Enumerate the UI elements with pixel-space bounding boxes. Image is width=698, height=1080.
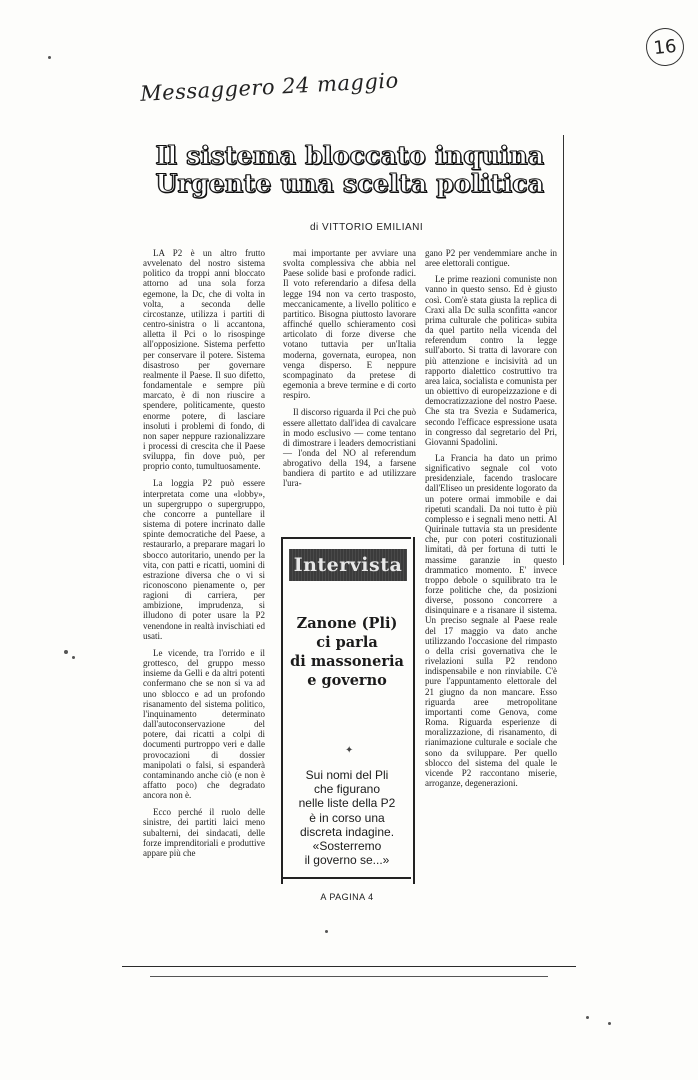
paragraph: mai importante per avviare una svolta complessiva che abbia nel Paese solide basi e profonde radici. Il voto referendario a difesa della legge 194 non va certo trasposto, meccanicamente, a livello politico e partitico. Bisogna piuttosto lavorare affinché quello schieramento così articolato di forze diverse che votano tuttavia per un'Italia moderna, governata, europea, non venga disperso. E neppure scompaginato da pretese di egemonia a breve termine e di corto respiro.: [283, 248, 416, 401]
handwritten-source-note: Messaggero 24 maggio: [139, 68, 400, 106]
headline-line-2: Urgente una scelta politica: [155, 169, 545, 198]
article-column-2: [283, 248, 416, 496]
paragraph: Il discorso riguarda il Pci che può essere allettato dall'idea di cavalcare in modo esclusivo — come tentano di dimostrare i leaders democristiani — l'onda del NO al referendum abrogativo della 194, a farsene bandiera di partito e ad utilizzare l'ura-: [283, 407, 416, 489]
scan-speck: [48, 56, 51, 59]
sidebar-text-line: è in corso una: [309, 810, 385, 825]
paragraph: Le prime reazioni comuniste non vanno in questo senso. Ed è giusto così. Com'è stata giusta la replica di Craxi alla Dc sulla sconfitta «ancor prima culturale che politica» subita da quel partito nella vicenda del referendum contro la legge sull'aborto. Si tratta di lavorare con più attenzione e incisività ad un rapporto dialettico costruttivo tra area laica, socialista e comunista per un obiettivo di europeizzazione e di democratizzazione del nostro Paese. Che sta tra Svezia e Sudamerica, secondo l'efficace espressione usata in congresso dal segretario del Pri, Giovanni Spadolini.: [425, 274, 557, 447]
sidebar-title-line: Zanone (Pli): [296, 615, 398, 632]
sidebar-text-line: «Sosterremo: [312, 839, 382, 854]
sidebar-summary: [285, 768, 409, 867]
paragraph: Le vicende, tra l'orrido e il grottesco, del gruppo messo insieme da Gelli e da altri potenti confermano che se non si va ad uno sblocco e ad un profondo risanamento del sistema politico, l'inquinamento determinato dall'autoconservazione del potere, dai ricatti a colpi di documenti purtroppo veri e dalle provocazioni di dossier manipolati o falsi, si espanderà contaminando anche ciò (e non è affatto poco) che degradato ancora non è.: [143, 647, 265, 801]
sidebar-title-line: di massoneria: [290, 653, 404, 670]
column-rule: [563, 135, 564, 565]
clipping-bottom-rule: [122, 966, 576, 967]
box-bottom-rule: [281, 877, 411, 879]
sidebar-title: [285, 614, 409, 690]
page-number: 16: [652, 35, 678, 59]
scan-speck: [586, 1016, 589, 1019]
paragraph: gano P2 per vendemmiare anche in aree elettorali contigue.: [425, 248, 557, 269]
interview-sidebar-box: [281, 537, 415, 902]
sidebar-text-line: discreta indagine.: [299, 824, 395, 839]
sidebar-title-line: ci parla: [316, 634, 378, 651]
paragraph: LA P2 è un altro frutto avvelenato del nostro sistema politico da troppi anni bloccato attorno ad una sola forza egemone, la Dc, che di volta in volta, a seconda delle circostanze, utilizza i partiti di centro-sinistra o li accantona, alletta il Pci o lo risospinge all'opposizione. Sistema perfetto per conservare il potere. Sistema disastroso per governare realmente il Paese. Il suo difetto, fondamentale e sempre più marcato, è di non riuscire a spendere, politicamente, questo enorme potere, di lasciare insoluti i problemi di fondo, di non saper neppure razionalizzare i processi di crescita che il Paese sviluppa, fin dove può, per proprio conto, tumultuosamente.: [143, 248, 265, 472]
scan-speck: [72, 656, 75, 659]
page-number-circle: [644, 26, 686, 68]
paragraph: Ecco perché il ruolo delle sinistre, dei partiti laici meno subalterni, dei sindacati, delle forze imprenditoriali e produttive appare più che: [143, 807, 265, 858]
sidebar-text-line: Sui nomi del Pli: [305, 768, 389, 782]
decorative-mark: ✦: [345, 745, 354, 756]
paragraph: La loggia P2 può essere interpretata come una «lobby», un supergruppo o supergruppo, che concorre a puntellare il sistema di potere incrinato dalle spinte democratiche del Paese, a restaurarlo, a preparare magari lo sbocco autoritario, unendo per la vita, con patti e ricatti, uomini di estrazione diversa che o vi si riconoscono pienamente o, per ragioni di carriera, per ambizione, imprudenza, si illudono di poter usare la P2 venendone in realtà invischiati ed usati.: [143, 478, 265, 641]
sidebar-title-line: e governo: [307, 672, 387, 689]
sidebar-text-line: nelle liste della P2: [298, 796, 396, 811]
paragraph: La Francia ha dato un primo significativo segnale col voto presidenziale, facendo traslocare dall'Eliseo un presidente logorato da un potere ormai immobile e dai ripetuti scandali. Da noi tutto è più complesso e i segnali meno netti. Al Quirinale tuttavia sta un presidente che, pur con poteri costituzionali limitati, dà per fortuna di tutti le massime garanzie in questo drammatico momento. E' invece troppo debole o squilibrato tra le forze politiche che, da posizioni diverse, possono concorrere a disinquinare e a risanare il sistema. Un preciso segnale al Paese reale del 17 maggio va dato anche utilizzando l'occasione del rimpasto o della crisi governativa che le rivelazioni sulla P2 rendono indispensabile e non rinviabile. C'è pure l'appuntamento elettorale del 21 giugno da non mancare. Esso riguarda aree metropolitane importanti come Genova, come Roma. Riguarda esperienze di moralizzazione, di risanamento, di rianimazione culturale e sociale che sono da sviluppare. Per quello sblocco del sistema del quale le vicende P2 raccontano miserie, arroganze, degenerazioni.: [425, 452, 557, 788]
box-top-rule: [281, 537, 411, 539]
scan-speck: [608, 1022, 611, 1025]
article-headline: [150, 142, 550, 198]
scan-speck: [325, 930, 328, 933]
sidebar-text-line: il governo se...»: [304, 853, 390, 868]
clipping-bottom-rule: [150, 976, 548, 977]
sidebar-text-line: che figurano: [313, 782, 381, 797]
article-column-3: [425, 248, 557, 794]
page-reference: A PAGINA 4: [320, 892, 374, 902]
byline: di VITTORIO EMILIANI: [310, 222, 424, 233]
interview-tag: Intervista: [289, 549, 407, 581]
headline-line-1: Il sistema bloccato inquina: [155, 141, 545, 170]
article-column-1: [143, 248, 265, 865]
scan-speck: [64, 650, 68, 654]
